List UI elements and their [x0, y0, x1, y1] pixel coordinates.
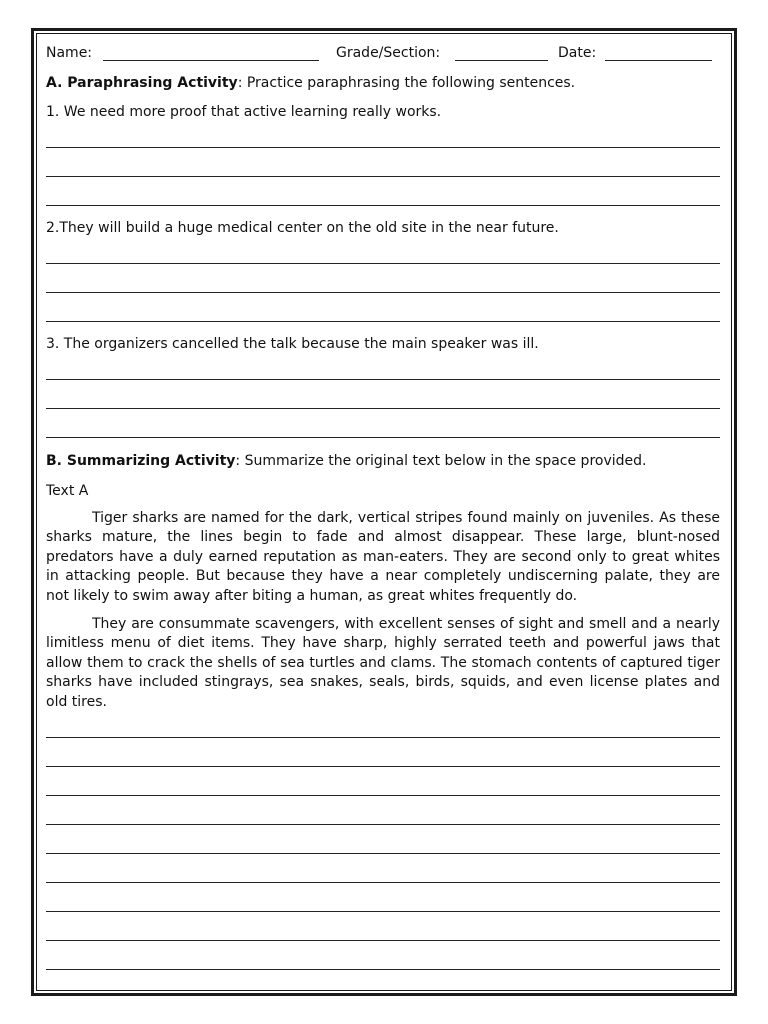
summary-line[interactable] [46, 911, 720, 912]
answer-line[interactable] [46, 205, 720, 206]
section-a-title [46, 74, 575, 92]
answer-line[interactable] [46, 292, 720, 293]
text-a-paragraph-2: They are consummate scavengers, with excellent senses of sight and smell and a nearly limitless menu of diet items. They have sharp, highly serrated teeth and powerful jaws that allow them to crack the shells of sea turtles and clams. The stomach contents of captured tiger sharks have included stingrays, sea snakes, seals, birds, squids, and even license plates and old tires. [46, 616, 720, 710]
summary-line[interactable] [46, 969, 720, 970]
question-1: 1. We need more proof that active learning really works. [46, 104, 442, 120]
answer-line[interactable] [46, 147, 720, 148]
grade-section-label: Grade/Section: [336, 45, 441, 61]
answer-line[interactable] [46, 263, 720, 264]
answer-line[interactable] [46, 321, 720, 322]
summary-line[interactable] [46, 882, 720, 883]
date-label: Date: [558, 45, 597, 61]
summary-line[interactable] [46, 824, 720, 825]
answer-line[interactable] [46, 379, 720, 380]
name-field-line[interactable] [103, 60, 319, 61]
answer-line[interactable] [46, 176, 720, 177]
section-b-title [46, 452, 646, 470]
summary-line[interactable] [46, 795, 720, 796]
section-b-heading: B. Summarizing Activity [46, 453, 236, 469]
summary-line[interactable] [46, 766, 720, 767]
summary-line[interactable] [46, 940, 720, 941]
summary-line[interactable] [46, 737, 720, 738]
date-field-line[interactable] [605, 60, 712, 61]
answer-line[interactable] [46, 437, 720, 438]
section-b-instruction: : Summarize the original text below in the space provided. [235, 453, 647, 469]
question-3: 3. The organizers cancelled the talk because the main speaker was ill. [46, 336, 539, 352]
text-a-paragraph-1: Tiger sharks are named for the dark, vertical stripes found mainly on juveniles. As these sharks mature, the lines begin to fade and almost disappear. These large, blunt-nosed predators have a duly earned reputation as man-eaters. They are second only to great whites in attacking people. But because they have a near completely undiscerning palate, they are not likely to swim away after biting a human, as great whites frequently do. [46, 510, 720, 604]
grade-section-field-line[interactable] [455, 60, 548, 61]
name-label: Name: [46, 45, 93, 61]
summary-line[interactable] [46, 853, 720, 854]
text-a-label: Text A [46, 483, 89, 499]
answer-line[interactable] [46, 408, 720, 409]
section-a-heading: A. Paraphrasing Activity [46, 75, 238, 91]
question-2: 2.They will build a huge medical center on the old site in the near future. [46, 220, 559, 236]
section-a-instruction: : Practice paraphrasing the following sentences. [237, 75, 576, 91]
